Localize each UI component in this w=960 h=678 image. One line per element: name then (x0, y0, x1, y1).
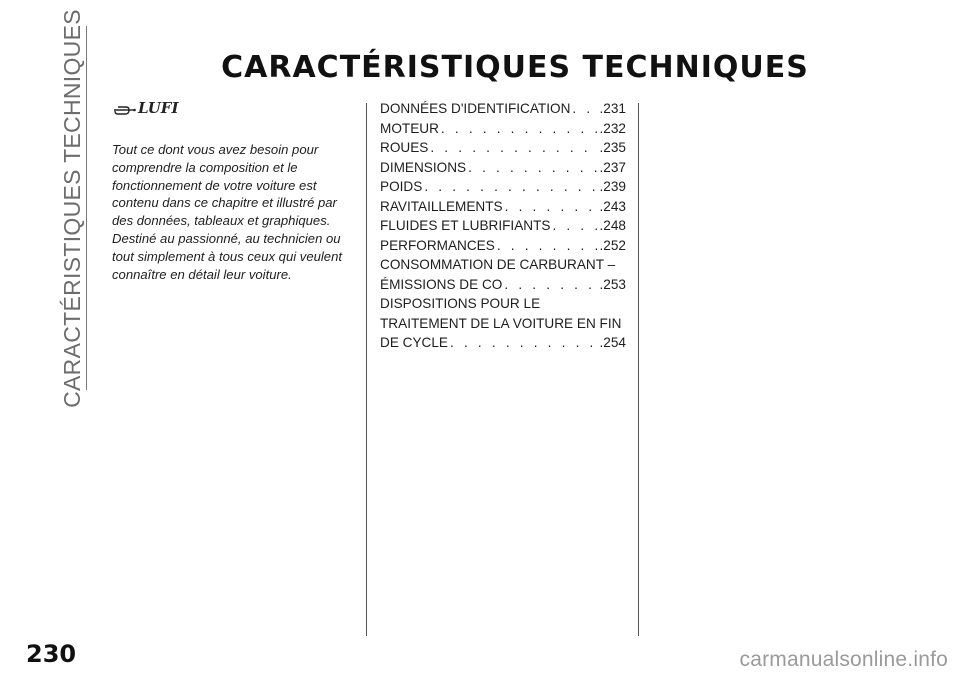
toc-leader (430, 138, 597, 158)
toc-leader (505, 197, 598, 217)
toc-item-fluides[interactable] (380, 216, 626, 236)
toc-page: .237 (599, 159, 626, 175)
side-chapter-label: CARACTÉRISTIQUES TECHNIQUES (58, 8, 85, 408)
toc-label: ÉMISSIONS DE CO (380, 276, 503, 292)
toc-item-identification[interactable] (380, 99, 626, 119)
toc-leader (468, 158, 597, 178)
toc-leader (504, 275, 597, 295)
toc-item-moteur[interactable] (380, 119, 626, 139)
toc-label: POIDS (380, 179, 423, 194)
toc-label: DONNÉES D'IDENTIFICATION (380, 101, 571, 116)
toc-label: FLUIDES ET LUBRIFIANTS (380, 218, 551, 233)
toc-item-ravitaillements[interactable] (380, 197, 626, 217)
toc-label: DIMENSIONS (380, 159, 467, 175)
toc-leader (424, 177, 597, 197)
toc-item-consommation-line1[interactable] (380, 255, 626, 275)
side-rule (86, 26, 87, 390)
toc-page: .254 (599, 335, 626, 350)
toc-page: .232 (599, 120, 626, 136)
toc-page: .252 (599, 237, 626, 253)
page-title: CARACTÉRISTIQUES TECHNIQUES (221, 50, 809, 86)
toc-label: DISPOSITIONS POUR LE (380, 296, 541, 311)
toc-label: DE CYCLE (380, 335, 448, 350)
toc-item-dimensions[interactable] (380, 158, 626, 178)
toc-item-dispositions-line1[interactable] (380, 294, 626, 314)
toc-leader (450, 333, 598, 353)
chapter-symbol (113, 99, 178, 117)
toc-item-dispositions[interactable] (380, 333, 626, 353)
toc-label: RAVITAILLEMENTS (380, 198, 503, 214)
pointing-hand-icon (113, 103, 137, 117)
side-chapter-tab (56, 8, 88, 408)
toc-page: .231 (599, 101, 626, 116)
toc-label: PERFORMANCES (380, 237, 495, 253)
toc-label: CONSOMMATION DE CARBURANT – (380, 257, 616, 272)
toc-leader (572, 99, 597, 119)
column-divider-left (366, 103, 367, 636)
toc-item-consommation[interactable] (380, 275, 626, 295)
toc-item-poids[interactable] (380, 177, 626, 197)
toc-label: MOTEUR (380, 120, 439, 136)
toc-page: .253 (599, 276, 626, 292)
column-divider-right (638, 103, 639, 636)
toc-item-performances[interactable] (380, 236, 626, 256)
page-number: 230 (26, 640, 77, 668)
symbol-text: LUFI (138, 99, 179, 117)
intro-paragraph: Tout ce dont vous avez besoin pour comprendre la composition et le fonctionnement de votre voiture est contenu dans ce chapitre et illustré par des données, tableaux et graphiques. Destiné au passionné, au technicien ou tout simplement à tous ceux qui veulent connaître en détail leur voiture. (112, 142, 342, 282)
toc-leader (552, 216, 597, 236)
watermark: carmanualsonline.info (739, 648, 948, 671)
toc-leader (497, 236, 598, 256)
toc-label: ROUES (380, 140, 429, 155)
toc-leader (441, 119, 598, 139)
toc-item-dispositions-line2[interactable] (380, 314, 626, 334)
toc-page: .248 (599, 218, 626, 233)
table-of-contents (380, 99, 626, 353)
toc-page: .235 (599, 140, 626, 155)
toc-page: .239 (599, 179, 626, 194)
toc-label: TRAITEMENT DE LA VOITURE EN FIN (380, 315, 622, 331)
toc-page: .243 (599, 198, 626, 214)
toc-item-roues[interactable] (380, 138, 626, 158)
